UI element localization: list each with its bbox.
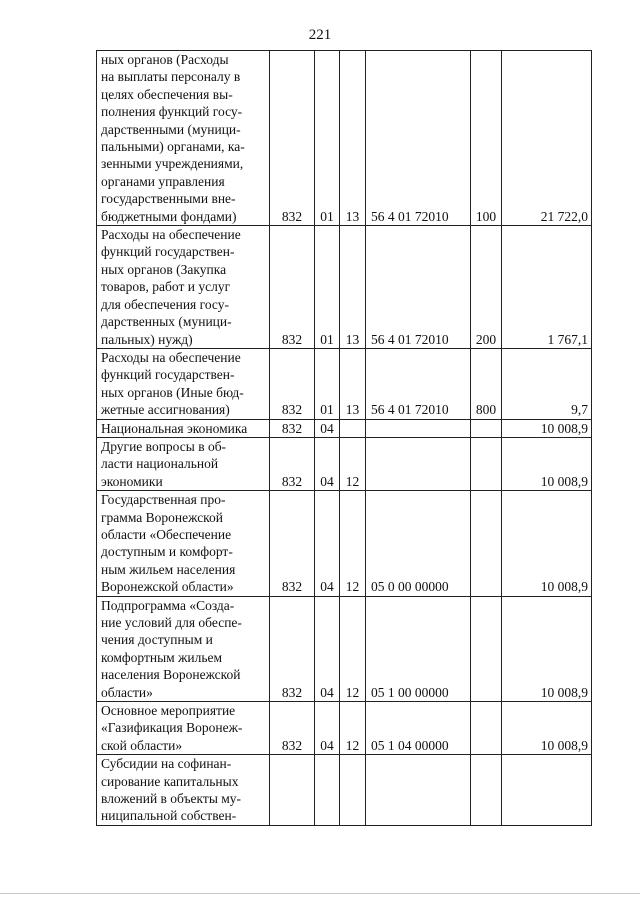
- description-line: Подпрограмма «Созда-: [101, 597, 235, 613]
- table-row: [97, 596, 592, 701]
- cell-section: 04: [315, 702, 340, 755]
- cell-section: 01: [315, 348, 340, 419]
- description-line: пальных) нужд): [101, 331, 193, 347]
- cell-admin-code: 832: [270, 348, 315, 419]
- cell-subsection: 12: [340, 491, 366, 596]
- description-line: доступным и комфорт-: [101, 544, 233, 560]
- cell-target-article: 05 1 00 00000: [366, 596, 471, 701]
- cell-subsection: 12: [340, 596, 366, 701]
- cell-amount: 10 008,9: [502, 702, 592, 755]
- cell-amount: 10 008,9: [502, 437, 592, 490]
- cell-description: [97, 755, 270, 826]
- cell-description: [97, 419, 270, 437]
- description-line: Воронежской области»: [101, 579, 234, 595]
- cell-section: 01: [315, 51, 340, 226]
- description-line: Государственная про-: [101, 492, 226, 508]
- description-line: на выплаты персоналу в: [101, 69, 241, 85]
- cell-subsection: 13: [340, 348, 366, 419]
- cell-section: 04: [315, 437, 340, 490]
- page-number: 221: [308, 27, 332, 43]
- description-line: зенными учреждениями,: [101, 156, 244, 172]
- cell-target-article: 56 4 01 72010: [366, 51, 471, 226]
- cell-amount: 10 008,9: [502, 491, 592, 596]
- cell-section: 04: [315, 419, 340, 437]
- description-line: ных органов (Закупка: [101, 261, 227, 277]
- table-row: [97, 755, 592, 826]
- description-line: бюджетными фондами): [101, 208, 237, 224]
- description-line: вложений в объекты му-: [101, 791, 242, 807]
- description-line: Субсидии на софинан-: [101, 756, 232, 772]
- cell-section: 04: [315, 596, 340, 701]
- cell-admin-code: [270, 755, 315, 826]
- cell-description: [97, 226, 270, 349]
- cell-expense-type: [471, 491, 502, 596]
- description-line: Расходы на обеспечение: [101, 227, 241, 243]
- description-line: Расходы на обеспечение: [101, 349, 241, 365]
- table-row: [97, 702, 592, 755]
- cell-section: [315, 755, 340, 826]
- description-line: функций государствен-: [101, 367, 235, 383]
- description-line: «Газификация Воронеж-: [101, 720, 243, 736]
- description-line: ние условий для обеспе-: [101, 615, 242, 630]
- cell-section: 01: [315, 226, 340, 349]
- cell-admin-code: 832: [270, 226, 315, 349]
- description-line: области»: [101, 684, 153, 700]
- description-line: жетные ассигнования): [101, 402, 230, 418]
- cell-admin-code: 832: [270, 702, 315, 755]
- table-body: [97, 51, 592, 826]
- cell-expense-type: 100: [471, 51, 502, 226]
- cell-description: [97, 596, 270, 701]
- cell-expense-type: [471, 702, 502, 755]
- cell-target-article: 05 0 00 00000: [366, 491, 471, 596]
- cell-expense-type: 200: [471, 226, 502, 349]
- cell-amount: [502, 755, 592, 826]
- description-line: Национальная экономика: [101, 420, 248, 436]
- cell-target-article: 05 1 04 00000: [366, 702, 471, 755]
- description-line: чения доступным и: [101, 632, 213, 648]
- description-line: ласти национальной: [101, 456, 219, 472]
- cell-amount: 9,7: [502, 348, 592, 419]
- description-line: области «Обеспечение: [101, 526, 232, 542]
- description-line: государственными вне-: [101, 191, 236, 207]
- description-line: целях обеспечения вы-: [101, 86, 233, 102]
- cell-description: [97, 51, 270, 226]
- cell-expense-type: [471, 596, 502, 701]
- cell-amount: 10 008,9: [502, 419, 592, 437]
- cell-admin-code: 832: [270, 51, 315, 226]
- table-row: [97, 419, 592, 437]
- cell-description: [97, 491, 270, 596]
- cell-amount: 1 767,1: [502, 226, 592, 349]
- description-line: ным жильем населения: [101, 561, 236, 577]
- cell-admin-code: 832: [270, 419, 315, 437]
- description-line: Основное мероприятие: [101, 703, 236, 719]
- description-line: товаров, работ и услуг: [101, 279, 231, 295]
- cell-target-article: 56 4 01 72010: [366, 348, 471, 419]
- cell-subsection: 12: [340, 437, 366, 490]
- description-line: комфортным жильем: [101, 649, 223, 665]
- description-line: ниципальной собствен-: [101, 808, 237, 824]
- description-line: для обеспечения госу-: [101, 296, 229, 312]
- scan-edge-line: [0, 893, 640, 894]
- cell-subsection: 12: [340, 702, 366, 755]
- description-line: экономики: [101, 473, 163, 489]
- description-line: полнения функций госу-: [101, 104, 243, 120]
- cell-target-article: [366, 755, 471, 826]
- description-line: населения Воронежской: [101, 667, 241, 683]
- cell-subsection: 13: [340, 51, 366, 226]
- description-line: ных органов (Расходы: [101, 52, 229, 67]
- cell-expense-type: [471, 419, 502, 437]
- description-line: дарственных (муници-: [101, 314, 232, 330]
- cell-subsection: [340, 755, 366, 826]
- description-line: пальными) органами, ка-: [101, 139, 245, 155]
- description-line: органами управления: [101, 173, 225, 189]
- description-line: грамма Воронежской: [101, 509, 224, 525]
- cell-expense-type: [471, 437, 502, 490]
- cell-admin-code: 832: [270, 596, 315, 701]
- description-line: сирование капитальных: [101, 773, 239, 789]
- description-line: ской области»: [101, 737, 183, 753]
- cell-expense-type: 800: [471, 348, 502, 419]
- cell-target-article: [366, 437, 471, 490]
- cell-subsection: [340, 419, 366, 437]
- cell-amount: 10 008,9: [502, 596, 592, 701]
- cell-admin-code: 832: [270, 437, 315, 490]
- cell-target-article: [366, 419, 471, 437]
- table-row: [97, 348, 592, 419]
- budget-table: [96, 50, 592, 826]
- cell-description: [97, 702, 270, 755]
- cell-description: [97, 348, 270, 419]
- description-line: ных органов (Иные бюд-: [101, 384, 244, 400]
- cell-amount: 21 722,0: [502, 51, 592, 226]
- description-line: дарственными (муници-: [101, 121, 241, 137]
- table-row: [97, 226, 592, 349]
- table-row: [97, 491, 592, 596]
- description-line: Другие вопросы в об-: [101, 438, 227, 454]
- table-row: [97, 437, 592, 490]
- table-row: [97, 51, 592, 226]
- cell-subsection: 13: [340, 226, 366, 349]
- cell-expense-type: [471, 755, 502, 826]
- cell-admin-code: 832: [270, 491, 315, 596]
- cell-section: 04: [315, 491, 340, 596]
- cell-description: [97, 437, 270, 490]
- cell-target-article: 56 4 01 72010: [366, 226, 471, 349]
- description-line: функций государствен-: [101, 244, 235, 260]
